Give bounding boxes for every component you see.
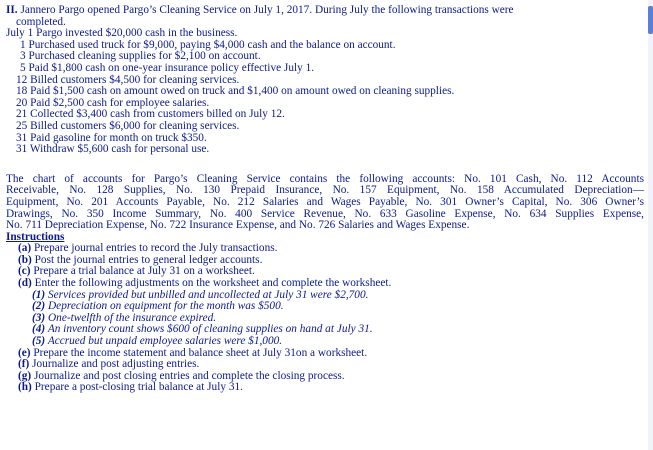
- transaction-day: 3: [20, 50, 26, 63]
- transaction-text: Purchased cleaning supplies for $2,100 on account.: [28, 50, 261, 63]
- adjustment-label: (5): [32, 335, 46, 348]
- instruction-label: (b): [18, 253, 32, 266]
- chart-of-accounts-line-5: No. 711 Depreciation Expense, No. 722 Insurance Expense, and No. 726 Salaries and Wages Expense.: [6, 219, 470, 232]
- instruction-text: Post the journal entries to general ledger accounts.: [34, 253, 263, 266]
- instructions-heading: Instructions: [6, 230, 65, 243]
- transaction-item: [6, 144, 644, 156]
- transaction-text: Paid $2,500 cash for employee salaries.: [30, 96, 210, 109]
- scrollbar-thumb[interactable]: [648, 6, 653, 34]
- adjustment-label: (3): [32, 311, 46, 324]
- instruction-label: (c): [18, 265, 31, 278]
- transaction-text: Purchased used truck for $9,000, paying $4,000 cash and the balance on account.: [28, 38, 396, 51]
- transaction-day: 20: [16, 96, 28, 109]
- instruction-item: [6, 382, 644, 394]
- problem-document: [6, 5, 644, 394]
- chart-of-accounts-line-4: Drawings, No. 350 Income Summary, No. 400 Service Revenue, No. 633 Gasoline Expense, No. 634 Supplies Expense,: [6, 207, 644, 220]
- transaction-day: 25: [16, 119, 28, 132]
- problem-intro-line-2: completed.: [16, 15, 66, 28]
- problem-intro-line-1: [6, 5, 644, 17]
- vertical-scrollbar[interactable]: [648, 0, 653, 450]
- transaction-text: Billed customers $6,000 for cleaning services.: [30, 119, 240, 132]
- instruction-label: (h): [18, 381, 32, 394]
- chart-of-accounts-line-2: Receivable, No. 128 Supplies, No. 130 Prepaid Insurance, No. 157 Equipment, No. 158 Accumulated Depreciation—: [6, 184, 644, 197]
- instruction-label: (f): [18, 358, 30, 371]
- instruction-label: (d): [18, 277, 32, 290]
- transaction-day: 5: [20, 61, 26, 74]
- chart-of-accounts-line-3: Equipment, No. 201 Accounts Payable, No. 212 Salaries and Wages Payable, No. 301 Owner’s Capital, No. 306 Owner’s: [6, 195, 644, 208]
- transaction-day: 31: [16, 131, 28, 144]
- transaction-day: 21: [16, 108, 28, 121]
- instruction-label: (e): [18, 346, 31, 359]
- instruction-text: Journalize and post closing entries and complete the closing process.: [34, 369, 345, 382]
- transaction-day: 12: [16, 73, 28, 86]
- instruction-text: Prepare a post-closing trial balance at July 31.: [34, 381, 243, 394]
- transaction-text: Billed customers $4,500 for cleaning services.: [30, 73, 240, 86]
- transaction-text: Paid $1,800 cash on one-year insurance policy effective July 1.: [28, 61, 315, 74]
- problem-intro-text: Jannero Pargo opened Pargo’s Cleaning Service on July 1, 2017. During July the following transactions were: [20, 4, 514, 16]
- transaction-text: Pargo invested $20,000 cash in the business.: [36, 27, 238, 40]
- chart-of-accounts-line-1: The chart of accounts for Pargo’s Cleaning Service contains the following accounts: No. 101 Cash, No. 112 Accounts: [6, 172, 644, 185]
- transaction-text: Paid gasoline for month on truck $350.: [30, 131, 207, 144]
- problem-number: II.: [6, 4, 18, 16]
- adjustment-text: An inventory count shows $600 of cleaning supplies on hand at July 31.: [47, 323, 373, 336]
- adjustment-text: Depreciation on equipment for the month was $500.: [48, 300, 284, 313]
- instruction-text: Prepare a trial balance at July 31 on a worksheet.: [33, 265, 255, 278]
- instruction-text: Enter the following adjustments on the worksheet and complete the worksheet.: [34, 277, 392, 290]
- adjustment-label: (1): [32, 288, 46, 301]
- transaction-day: 1: [20, 38, 26, 51]
- transaction-month-day: July 1: [6, 27, 34, 40]
- transaction-text: Collected $3,400 cash from customers billed on July 12.: [30, 108, 285, 121]
- instruction-text: Journalize and post adjusting entries.: [32, 358, 200, 371]
- transaction-day: 31: [16, 143, 28, 156]
- transaction-text: Paid $1,500 cash on amount owed on truck and $1,400 on amount owed on cleaning supplies.: [30, 85, 455, 98]
- adjustment-text: Services provided but unbilled and uncollected at July 31 were $2,700.: [48, 288, 369, 301]
- section-gap: [6, 156, 644, 174]
- instruction-label: (a): [18, 242, 32, 255]
- adjustment-text: Accrued but unpaid employee salaries were $1,000.: [47, 335, 283, 348]
- transaction-day: 18: [16, 85, 28, 98]
- instruction-text: Prepare journal entries to record the July transactions.: [34, 242, 278, 255]
- adjustment-label: (4): [32, 323, 46, 336]
- adjustment-label: (2): [32, 300, 46, 313]
- instruction-label: (g): [18, 369, 32, 382]
- adjustment-text: One-twelfth of the insurance expired.: [48, 311, 217, 324]
- transaction-text: Withdraw $5,600 cash for personal use.: [29, 143, 210, 156]
- instruction-text: Prepare the income statement and balance sheet at July 31on a worksheet.: [33, 346, 368, 359]
